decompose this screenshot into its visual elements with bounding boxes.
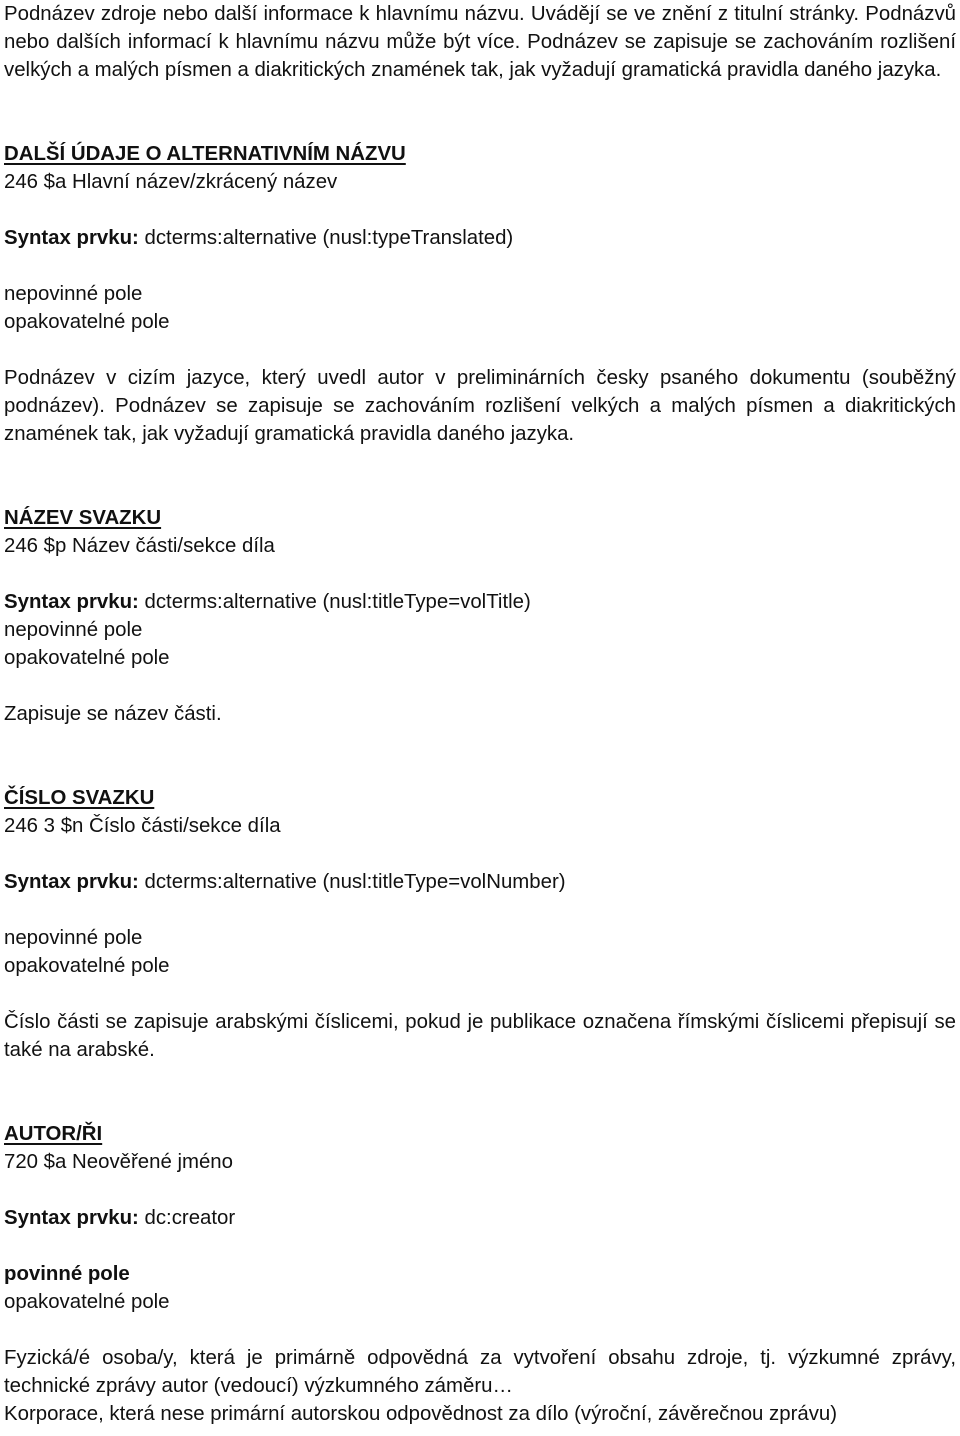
syntax-line xyxy=(4,868,956,896)
repeatability-label: opakovatelné pole xyxy=(4,311,170,333)
syntax-label: Syntax prvku: xyxy=(4,1207,139,1229)
section-description: Číslo části se zapisuje arabskými číslicemi, pokud je publikace označena římskými číslicemi přepisují se také na arabské. xyxy=(4,1011,956,1061)
requirement-label: povinné pole xyxy=(4,1263,130,1285)
syntax-value: dcterms:alternative (nusl:titleType=volTitle) xyxy=(138,591,531,613)
intro-paragraph: Podnázev zdroje nebo další informace k hlavnímu názvu. Uvádějí se ve znění z titulní stránky. Podnázvů nebo dalších informací k hlavnímu názvu může být více. Podnázev se zapisuje se zachováním rozlišení velkých a malých písmen a diakritických znamének tak, jak vyžadují gramatická pravidla daného jazyka. xyxy=(4,3,956,81)
document-page xyxy=(4,0,956,1428)
section-authors xyxy=(4,1120,956,1428)
section-heading: DALŠÍ ÚDAJE O ALTERNATIVNÍM NÁZVU xyxy=(4,143,406,165)
section-alternative-title xyxy=(4,140,956,448)
requirement-label: nepovinné pole xyxy=(4,927,143,949)
section-description: Podnázev v cizím jazyce, který uvedl autor v preliminárních česky psaného dokumentu (souběžný podnázev). Podnázev se zapisuje se zachováním rozlišení velkých a malých písmen a diakritických znamének tak, jak vyžadují gramatická pravidla daného jazyka. xyxy=(4,367,956,445)
section-heading: NÁZEV SVAZKU xyxy=(4,507,162,529)
section-volume-title xyxy=(4,504,956,728)
section-description: Zapisuje se název části. xyxy=(4,703,222,725)
repeatability-label: opakovatelné pole xyxy=(4,1291,170,1313)
requirement-label: nepovinné pole xyxy=(4,283,143,305)
section-description: Fyzická/é osoba/y, která je primárně odpovědná za vytvoření obsahu zdroje, tj. výzkumné zprávy, technické zprávy autor (vedoucí) výzkumného záměru… xyxy=(4,1347,956,1397)
field-code: 246 3 $n Číslo části/sekce díla xyxy=(4,815,281,837)
field-code: 720 $a Neověřené jméno xyxy=(4,1151,233,1173)
requirement-label: nepovinné pole xyxy=(4,619,143,641)
repeatability-label: opakovatelné pole xyxy=(4,647,170,669)
syntax-value: dcterms:alternative (nusl:typeTranslated) xyxy=(138,227,514,249)
section-heading: AUTOR/ŘI xyxy=(4,1123,103,1145)
section-description-2: Korporace, která nese primární autorskou odpovědnost za dílo (výroční, závěrečnou zprávu) xyxy=(4,1403,838,1425)
syntax-line xyxy=(4,224,956,252)
field-code: 246 $a Hlavní název/zkrácený název xyxy=(4,171,338,193)
syntax-value: dcterms:alternative (nusl:titleType=volNumber) xyxy=(138,871,566,893)
syntax-label: Syntax prvku: xyxy=(4,591,139,613)
syntax-label: Syntax prvku: xyxy=(4,227,139,249)
field-code: 246 $p Název části/sekce díla xyxy=(4,535,275,557)
section-heading: ČÍSLO SVAZKU xyxy=(4,787,155,809)
syntax-line xyxy=(4,1204,956,1232)
section-volume-number xyxy=(4,784,956,1064)
repeatability-label: opakovatelné pole xyxy=(4,955,170,977)
syntax-label: Syntax prvku: xyxy=(4,871,139,893)
syntax-value: dc:creator xyxy=(138,1207,236,1229)
syntax-line xyxy=(4,588,956,616)
